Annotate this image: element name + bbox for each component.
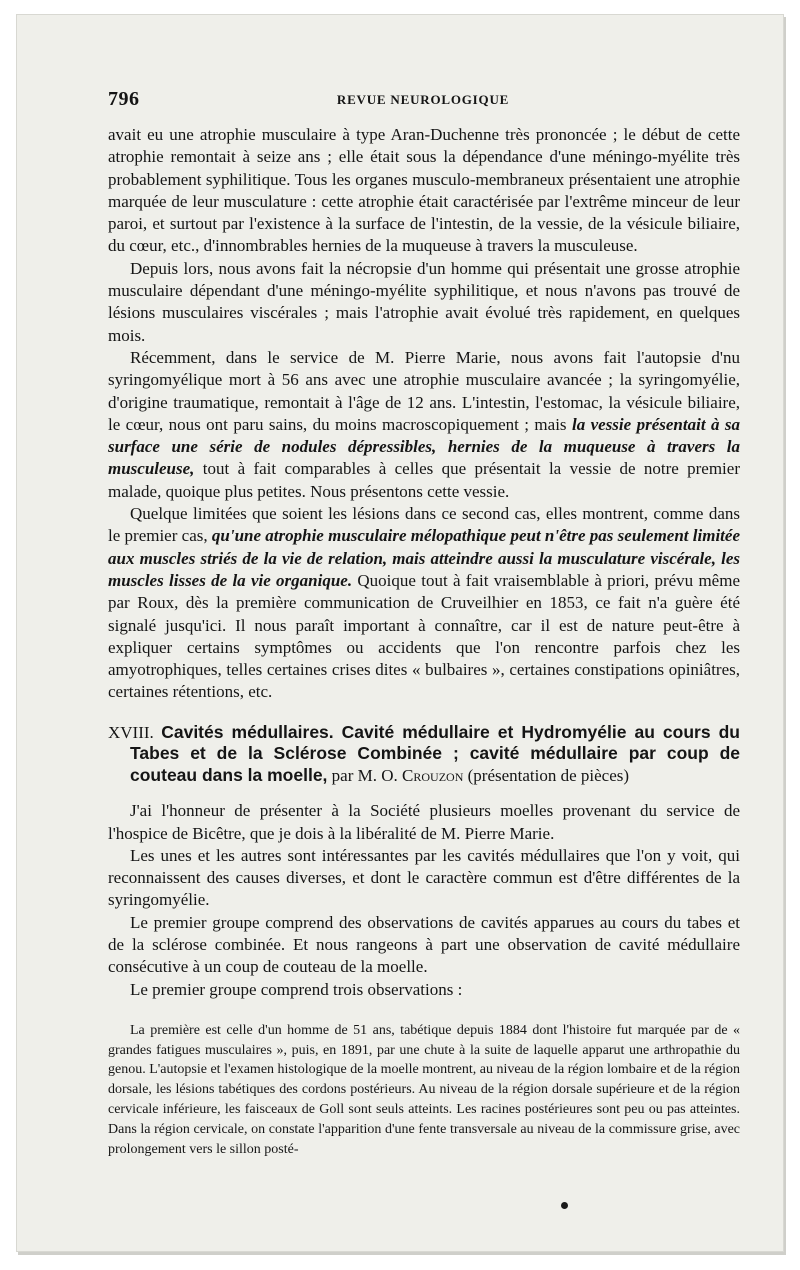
- article-body: [108, 124, 740, 1173]
- paragraph-4: [108, 503, 740, 704]
- paragraph-2: Depuis lors, nous avons fait la nécropsie d'un homme qui présentait une grosse atrophie musculaire dépendant d'une méningo-myélite syphilitique, et nous n'avons pas trouvé de lésions musculaires viscérales ; mais l'atrophie avait évolué très rapidement, en quelques mois.: [108, 258, 740, 345]
- section-content: [108, 800, 740, 1001]
- paragraph-4-text-end: Quoique tout à fait vraisemblable à priori, prévu même par Roux, dès la première communication de Cruveilhier en 1853, ce fait n'a guère été signalé jusqu'ici. Il nous paraît important à connaître, car il est de nature peut-être à expliquer certains symptômes ou accidents que l'on rencontre parfois chez les amyotrophiques, telles certaines crises dites « bulbaires », certaines constipations opiniâtres, certaines rétentions, etc.: [108, 570, 740, 702]
- section-paragraph-1: J'ai l'honneur de présenter à la Société plusieurs moelles provenant du service de l'hospice de Bicêtre, que je dois à la libéralité de M. Pierre Marie.: [108, 801, 740, 843]
- section-note: (présentation de pièces): [463, 765, 630, 785]
- section-paragraph-4: Le premier groupe comprend trois observations :: [130, 979, 463, 999]
- paragraph-3-text-start: Récemment, dans le service de M. Pierre Marie, nous avons fait l'autopsie d'nu syringomyélique mort à 56 ans avec une atrophie musculaire avancée ; la syringomyélie, d'origine traumatique, remontait à l'âge de 12 ans. L'intestin, l'estomac, la vésicule biliaire, le cœur, nous ont paru sains, du moins macroscopiquement ; mais: [108, 347, 740, 434]
- ink-dot: [561, 1202, 568, 1209]
- section-number: XVIII.: [108, 722, 162, 742]
- document-page: [16, 14, 784, 1252]
- section-heading: [108, 722, 740, 787]
- paragraph-4-text-start: Quelque limitées que soient les lésions dans ce second cas, elles montrent, comme dans le premier cas,: [108, 504, 740, 546]
- section-paragraph-3: Le premier groupe comprend des observations de cavités apparues au cours du tabes et de la sclérose combinée. Et nous rangeons à part une observation de cavité médullaire consécutive à un coup de couteau de la moelle.: [108, 912, 740, 977]
- page-number: 796: [108, 88, 140, 110]
- section-paragraph-2: Les unes et les autres sont intéressantes par les cavités médullaires que l'on y voit, qui reconnaissent des causes diverses, et dont le caractère commun est d'être différentes de la syringomyélie.: [108, 845, 740, 910]
- paragraph-4-emphasis: qu'une atrophie musculaire mélopathique peut n'être pas seulement limitée aux muscles striés de la vie de relation, mais atteindre aussi la musculature viscérale, les muscles lisses de la vie organique.: [108, 526, 740, 590]
- paragraph-3-text-end: tout à fait comparables à celles que présentait la vessie de notre premier malade, quoique plus petites. Nous présentons cette vessie.: [108, 459, 740, 501]
- section-title: Cavités médullaires. Cavité médullaire et Hydromyélie au cours du Tabes et de la Sclérose Combinée ; cavité médullaire par coup de couteau dans la moelle,: [130, 721, 740, 785]
- paragraph-3: [108, 347, 740, 503]
- section-author: Crouzon: [402, 765, 464, 785]
- page-header: [108, 88, 738, 114]
- paragraph-3-emphasis: la vessie présentait à sa surface une série de nodules dépressibles, hernies de la muqueuse à travers la musculeuse,: [108, 414, 740, 479]
- observation-paragraph: La première est celle d'un homme de 51 ans, tabétique depuis 1884 dont l'histoire fut marquée par de « grandes fatigues musculaires », puis, en 1891, par une chute à la suite de laquelle apparut une arthropathie du genou. L'autopsie et l'examen histologique de la moelle montrent, au niveau de la région lombaire et de la région dorsale, les lésions tabétiques des cordons postérieurs. Au niveau de la région dorsale supérieure et de la région cervicale inférieure, les faisceaux de Goll sont seuls atteints. Les racines postérieures sont peu ou pas atteintes. Dans la région cervicale, on constate l'apparition d'une fente transversale au niveau de la commissure grise, avec prolongement vers le sillon posté-: [108, 1022, 740, 1157]
- section-by: par M. O.: [327, 765, 403, 785]
- paragraph-1: avait eu une atrophie musculaire à type Aran-Duchenne très prononcée ; le début de cette atrophie remontait à seize ans ; elle était sous la dépendance d'une méningo-myélite très probablement syphilitique. Tous les organes musculo-membraneux présentaient une atrophie marquée de leur musculature : cette atrophie était caractérisée par l'extrême minceur de leur paroi, et surtout par l'existence à la surface de l'intestin, de la vessie, de la vésicule biliaire, du cœur, etc., d'innombrables hernies de la muqueuse à travers la musculeuse.: [108, 125, 740, 256]
- running-title: REVUE NEUROLOGIQUE: [336, 92, 510, 107]
